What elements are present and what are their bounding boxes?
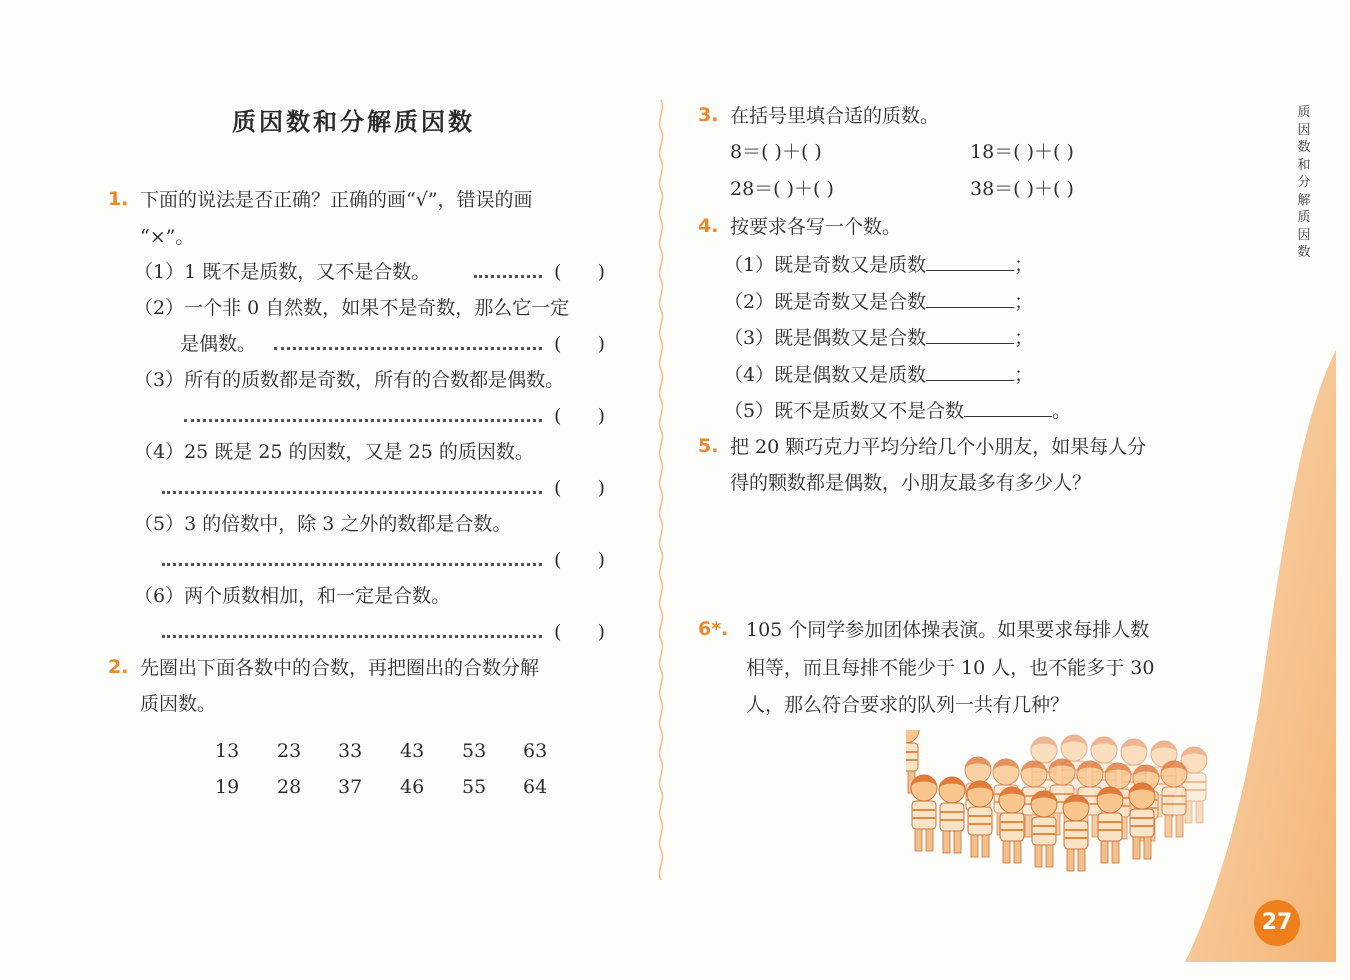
q1-prompt-line2: “×”。 [140,226,195,248]
leader-dots [474,259,542,285]
grid-number[interactable]: 28 [277,776,302,798]
grid-number[interactable]: 33 [338,740,363,762]
q4-item-3: （3）既是偶数又是合数 ； [724,324,1033,351]
q2-number: 2. [108,656,129,678]
q1-item-4: （4）25 既是 25 的因数，又是 25 的质因数。 [134,441,534,463]
answer-paren-4[interactable]: ( ) [554,477,606,499]
grid-number[interactable]: 23 [277,740,302,762]
q1-item-1: （1）1 既不是质数，又不是合数。 [134,261,431,283]
grid-number[interactable]: 19 [215,776,240,798]
students-illustration-icon [906,730,1216,900]
q1-prompt-line1: 下面的说法是否正确？正确的画“√”，错误的画 [140,189,533,211]
grid-number[interactable]: 43 [400,740,425,762]
q1-item-2-cont: 是偶数。 [180,333,257,355]
q3-equation-2: 18＝( )＋( ) [970,141,1074,163]
leader-dots [274,331,542,357]
leader-dots [162,547,542,573]
leader-dots [162,475,542,501]
q6-line3: 人，那么符合要求的队列一共有几种？ [746,694,1070,716]
side-chapter-label: 质因数和分解质因数 [1297,105,1311,260]
q5-number: 5. [698,435,719,457]
grid-number[interactable]: 37 [338,776,363,798]
q6-number: 6*. [698,618,729,640]
grid-number[interactable]: 55 [462,776,487,798]
grid-number[interactable]: 53 [462,740,487,762]
answer-blank[interactable] [964,397,1052,417]
q2-prompt-line2: 质因数。 [140,693,217,715]
q4-item-1: （1）既是奇数又是质数 ； [724,251,1033,278]
answer-blank[interactable] [926,361,1014,381]
grid-number[interactable]: 46 [400,776,425,798]
answer-paren-3[interactable]: ( ) [554,405,606,427]
q4-prompt: 按要求各写一个数。 [730,216,902,238]
q4-item-4: （4）既是偶数又是质数 ； [724,361,1033,388]
q3-equation-3: 28＝( )＋( ) [730,178,834,200]
q5-line2: 得的颗数都是偶数，小朋友最多有多少人？ [730,472,1092,494]
q3-equation-1: 8＝( )＋( ) [730,141,822,163]
q1-number: 1. [108,188,129,210]
leader-dots [184,403,542,429]
answer-blank[interactable] [926,324,1014,344]
answer-paren-2[interactable]: ( ) [554,333,606,355]
answer-blank[interactable] [926,288,1014,308]
q1-item-5: （5）3 的倍数中，除 3 之外的数都是合数。 [134,513,512,535]
grid-number[interactable]: 13 [215,740,240,762]
grid-number[interactable]: 64 [523,776,548,798]
q1-item-3: （3）所有的质数都是奇数，所有的合数都是偶数。 [134,369,565,391]
q6-line1: 105 个同学参加团体操表演。如果要求每排人数 [746,619,1150,641]
page-number-badge: 27 [1254,900,1300,946]
q4-number: 4. [698,215,719,237]
page-title: 质因数和分解质因数 [232,107,475,136]
answer-blank[interactable] [926,251,1014,271]
grid-number[interactable]: 63 [523,740,548,762]
leader-dots [162,619,542,645]
answer-paren-6[interactable]: ( ) [554,621,606,643]
q4-item-5: （5）既不是质数又不是合数 。 [724,397,1071,424]
q3-prompt: 在括号里填合适的质数。 [730,105,940,127]
q1-item-6: （6）两个质数相加，和一定是合数。 [134,585,451,607]
q3-number: 3. [698,104,719,126]
answer-paren-1[interactable]: ( ) [554,261,606,283]
answer-paren-5[interactable]: ( ) [554,549,606,571]
q6-line2: 相等，而且每排不能少于 10 人，也不能多于 30 [746,657,1155,679]
q2-prompt-line1: 先圈出下面各数中的合数，再把圈出的合数分解 [140,657,540,679]
q1-item-2: （2）一个非 0 自然数，如果不是奇数，那么它一定 [134,297,570,319]
column-divider [654,100,668,880]
q4-item-2: （2）既是奇数又是合数 ； [724,288,1033,315]
q5-line1: 把 20 颗巧克力平均分给几个小朋友，如果每人分 [730,436,1147,458]
q3-equation-4: 38＝( )＋( ) [970,178,1074,200]
